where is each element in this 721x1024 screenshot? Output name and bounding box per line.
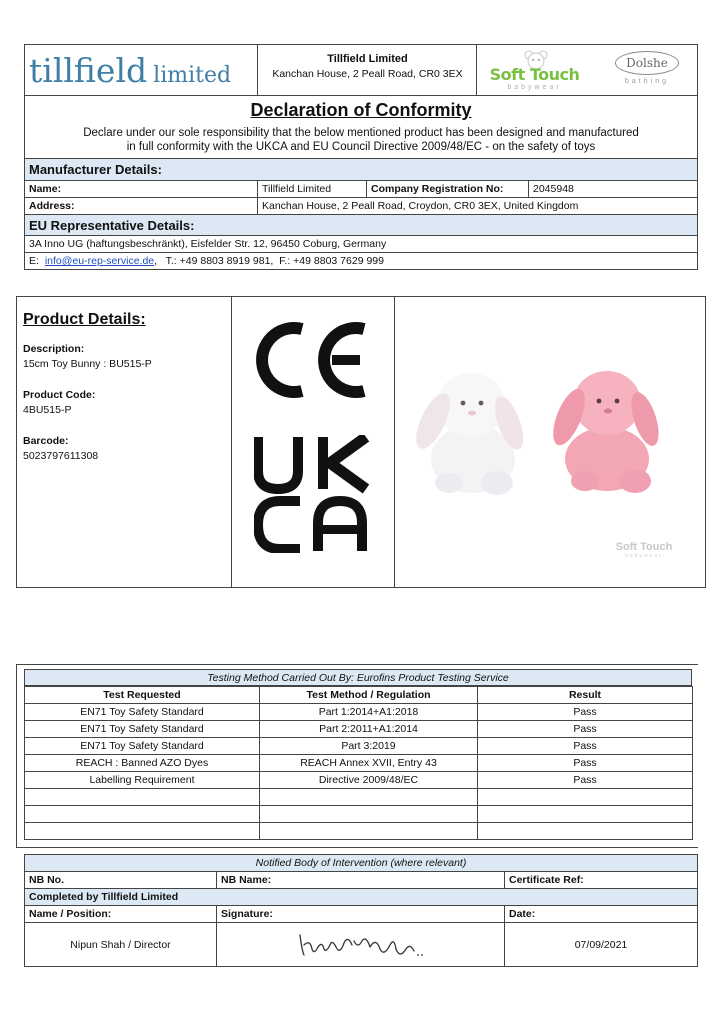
signature-cell (216, 923, 504, 966)
declaration-text-1: Declare under our sole responsibility that the below mentioned product has been designed and manufactured (83, 127, 639, 139)
dolshe-wordmark: Dolshe (626, 56, 668, 70)
signature-label: Signature: (216, 906, 504, 922)
name-position-value: Nipun Shah / Director (70, 938, 171, 951)
product-code-label: Product Code: (23, 389, 96, 401)
watermark-text: Soft Touch (615, 541, 673, 553)
test-requested-cell (25, 789, 260, 806)
col-result: Result (478, 687, 693, 704)
soft-touch-logo (487, 49, 582, 93)
table-row (25, 738, 693, 755)
table-row (25, 789, 693, 806)
phone-fax: , T.: +49 8803 8919 981, F.: +49 8803 7629 999 (154, 255, 384, 267)
reg-label: Company Registration No: (366, 181, 528, 197)
eu-rep-heading-row (24, 215, 698, 236)
notified-block (24, 854, 698, 967)
col-test-method: Test Method / Regulation (260, 687, 478, 704)
test-method-cell (260, 823, 478, 840)
barcode-value: 5023797611308 (23, 450, 99, 462)
nb-no-label: NB No. (29, 874, 64, 886)
logo-text-main: tillfield (29, 51, 148, 90)
company-info (257, 45, 477, 95)
result-cell (478, 789, 693, 806)
result-cell (478, 823, 693, 840)
marks-panel (231, 297, 394, 587)
signature-image (296, 929, 426, 961)
test-requested-cell: Labelling Requirement (25, 772, 260, 789)
address-value: Kanchan House, 2 Peall Road, Croydon, CR0 3EX, United Kingdom (257, 198, 697, 214)
testing-table (24, 686, 693, 840)
test-requested-cell (25, 823, 260, 840)
dolshe-logo (607, 51, 687, 91)
product-image-panel (394, 297, 705, 587)
manufacturer-heading-row (24, 159, 698, 181)
barcode-label: Barcode: (23, 435, 69, 447)
test-method-cell (260, 789, 478, 806)
email-link[interactable]: info@eu-rep-service.de (44, 255, 155, 267)
company-address: Kanchan House, 2 Peall Road, CR0 3EX (272, 68, 463, 80)
cert-ref-label: Certificate Ref: (504, 872, 697, 888)
table-row (25, 755, 693, 772)
name-value: Tillfield Limited (257, 181, 366, 197)
table-row (25, 806, 693, 823)
bunny-toys-image (411, 359, 671, 499)
email-label: E: (29, 255, 39, 267)
name-position-label: Name / Position: (29, 908, 112, 920)
result-cell: Pass (478, 738, 693, 755)
description-value: 15cm Toy Bunny : BU515-P (23, 358, 152, 370)
test-requested-cell: EN71 Toy Safety Standard (25, 721, 260, 738)
declaration-block (24, 96, 698, 159)
test-requested-cell: EN71 Toy Safety Standard (25, 738, 260, 755)
tillfield-logo (29, 49, 255, 93)
table-row (25, 772, 693, 789)
test-method-cell: REACH Annex XVII, Entry 43 (260, 755, 478, 772)
description-label: Description: (23, 343, 85, 355)
declaration-title: Declaration of Conformity (250, 100, 472, 120)
product-heading: Product Details: (23, 311, 146, 328)
nb-row (25, 872, 697, 889)
dolshe-oval (615, 51, 679, 75)
signoff-values-row (25, 923, 697, 966)
notified-caption: Notified Body of Intervention (where relevant) (255, 857, 467, 869)
testing-header-row (25, 687, 693, 704)
result-cell: Pass (478, 772, 693, 789)
manufacturer-name-row (24, 181, 698, 198)
test-requested-cell: EN71 Toy Safety Standard (25, 704, 260, 721)
company-name: Tillfield Limited (327, 53, 408, 65)
eu-rep-contact (25, 253, 384, 269)
test-method-cell: Part 1:2014+A1:2018 (260, 704, 478, 721)
result-cell: Pass (478, 755, 693, 772)
dolshe-sub: bathing (625, 78, 669, 85)
eu-rep-heading: EU Representative Details: (29, 217, 195, 233)
test-method-cell: Part 3:2019 (260, 738, 478, 755)
result-cell: Pass (478, 721, 693, 738)
test-method-cell (260, 806, 478, 823)
testing-caption: Testing Method Carried Out By: Eurofins Product Testing Service (207, 671, 509, 684)
eu-rep-contact-row (24, 253, 698, 270)
completed-by: Completed by Tillfield Limited (29, 891, 179, 903)
manufacturer-heading: Manufacturer Details: (29, 162, 162, 177)
date-value: 07/09/2021 (504, 923, 697, 966)
product-details (23, 311, 223, 462)
date-label: Date: (504, 906, 697, 922)
test-method-cell: Directive 2009/48/EC (260, 772, 478, 789)
result-cell (478, 806, 693, 823)
brand-logos (476, 45, 697, 95)
result-cell: Pass (478, 704, 693, 721)
reg-value: 2045948 (528, 181, 697, 197)
product-code-value: 4BU515-P (23, 404, 72, 416)
signoff-labels-row (25, 906, 697, 923)
declaration-text-2: in full conformity with the UKCA and EU Council Directive 2009/48/EC - on the safety of toys (126, 141, 596, 153)
eu-rep-address-row (24, 236, 698, 253)
soft-touch-sub: babywear (507, 84, 562, 91)
notified-caption-row (25, 855, 697, 872)
ukca-mark-icon (254, 435, 370, 553)
table-row (25, 823, 693, 840)
nb-name-label: NB Name: (216, 872, 504, 888)
test-requested-cell (25, 806, 260, 823)
watermark-logo (609, 541, 679, 559)
header-row (24, 44, 698, 96)
test-requested-cell: REACH : Banned AZO Dyes (25, 755, 260, 772)
address-label: Address: (29, 200, 75, 212)
name-label: Name: (29, 183, 62, 195)
table-row (25, 704, 693, 721)
soft-touch-wordmark: Soft Touch (489, 65, 580, 84)
table-row (25, 721, 693, 738)
manufacturer-address-row (24, 198, 698, 215)
test-method-cell: Part 2:2011+A1:2014 (260, 721, 478, 738)
completed-by-row (25, 889, 697, 906)
watermark-sub: babywear (625, 553, 663, 559)
product-block (16, 296, 706, 588)
col-test-requested: Test Requested (25, 687, 260, 704)
ce-mark-icon (254, 321, 374, 399)
testing-caption-row (24, 669, 692, 686)
logo-text-sub: limited (153, 63, 232, 88)
eu-rep-address: 3A Inno UG (haftungsbeschränkt), Eisfelder Str. 12, 96450 Coburg, Germany (29, 238, 387, 250)
